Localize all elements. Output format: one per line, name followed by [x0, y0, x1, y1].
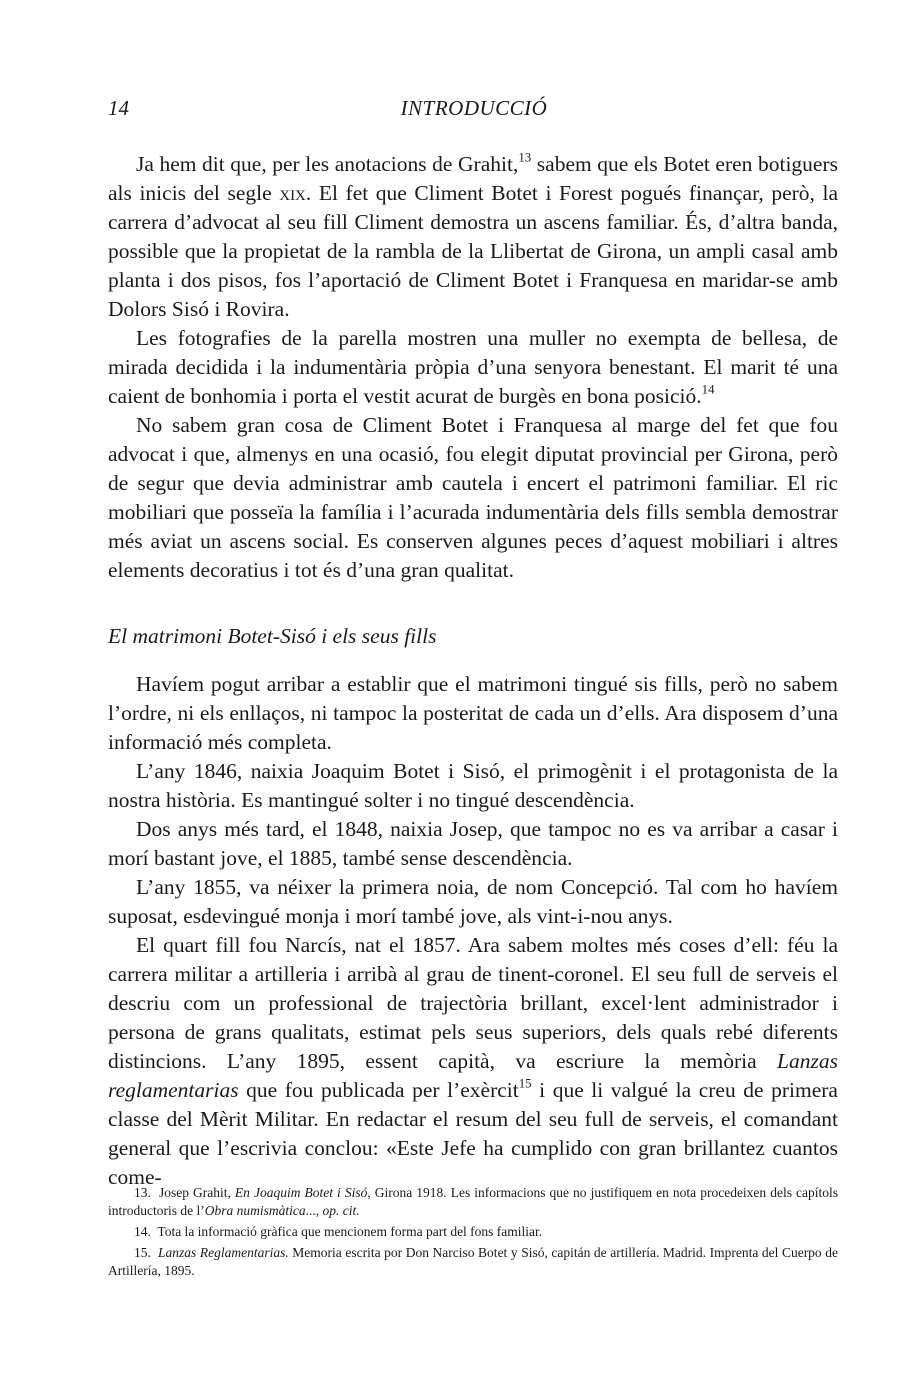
footnote-ref-13[interactable]: 13	[518, 150, 532, 165]
section-heading: El matrimoni Botet-Sisó i els seus fills	[108, 624, 437, 648]
page-number: 14	[108, 96, 129, 120]
paragraph: L’any 1855, va néixer la primera noia, de nom Concepció. Tal com ho havíem suposat, esdevingué monja i morí també jove, als vint-i-nou anys.	[108, 875, 838, 928]
running-title: INTRODUCCIÓ	[400, 96, 548, 120]
running-header	[108, 96, 840, 124]
paragraph: No sabem gran cosa de Climent Botet i Franquesa al marge del fet que fou advocat i que, almenys en una ocasió, fou elegit diputat provincial per Girona, però de segur que devia administrar amb cautela i encert el patrimoni familiar. El ric mobiliari que posseïa la família i l’acurada indumentària dels fills sembla demostrar més aviat un ascens social. Es conserven algunes peces d’aquest mobiliari i altres elements decoratius i tot és d’una gran qualitat.	[108, 413, 838, 582]
paragraph: Havíem pogut arribar a establir que el matrimoni tingué sis fills, però no sabem l’ordre, ni els enllaços, ni tampoc la posteritat de cada un d’ells. Ara disposem d’una informació més completa.	[108, 672, 838, 754]
footnote-14: 14. Tota la informació gràfica que mencionem forma part del fons familiar.	[134, 1224, 543, 1239]
paragraph: L’any 1846, naixia Joaquim Botet i Sisó, el primogènit i el protagonista de la nostra història. Es mantingué solter i no tingué descendència.	[108, 759, 838, 812]
paragraph: Les fotografies de la parella mostren una muller no exempta de bellesa, de mirada decidida i la indumentària pròpia d’una senyora benestant. El marit té una caient de bonhomia i porta el vestit acurat de burgès en bona posició.$^{14}$	[108, 326, 838, 408]
footnote-13: 13. Josep Grahit, En Joaquim Botet i Sisó, Girona 1918. Les informacions que no justifiquem en nota procedeixen dels capítols introductoris de l’Obra numismàtica..., op. cit.	[108, 1185, 839, 1218]
footnote-ref-15[interactable]: 15	[518, 1076, 532, 1091]
footnote-15: 15. Lanzas Reglamentarias. Memoria escrita por Don Narciso Botet y Sisó, capitán de artillería. Madrid. Imprenta del Cuerpo de Artillería, 1895.	[108, 1245, 838, 1278]
body-text-part-2	[108, 670, 838, 1192]
paragraph: Dos anys més tard, el 1848, naixia Josep, que tampoc no es va arribar a casar i morí bastant jove, el 1885, també sense descendència.	[108, 817, 838, 870]
footnote-ref-14[interactable]: 14	[701, 382, 715, 397]
body-text-part-1	[108, 150, 838, 585]
footnotes	[108, 1184, 838, 1283]
paragraph: El quart fill fou Narcís, nat el 1857. Ara sabem moltes més coses d’ell: féu la carrera militar a artilleria i arribà al grau de tinent-coronel. El seu full de serveis el descriu com un professional de trajectòria brillant, excel·lent administrador i persona de grans qualitats, estimat pels seus superiors, dels quals rebé diferents distincions. L’any 1895, essent capità, va escriure la memòria Lanzas reglamentarias que fou publicada per l’exèrcit$^{15}$ i que li valgué la creu de primera classe del Mèrit Militar. En redactar el resum del seu full de serveis, el comandant general que l’escrivia conclou: «Este Jefe ha cumplido con gran brillantez cuantos come-	[108, 933, 838, 1189]
paragraph: Ja hem dit que, per les anotacions de Grahit,$^{13}$ sabem que els Botet eren botiguers als inicis del segle xix. El fet que Climent Botet i Forest pogués finançar, però, la carrera d’advocat al seu fill Climent demostra un ascens familiar. És, d’altra banda, possible que la propietat de la rambla de la Llibertat de Girona, un ampli casal amb planta i dos pisos, fos l’aportació de Climent Botet i Franquesa en maridar-se amb Dolors Sisó i Rovira.	[108, 150, 839, 321]
